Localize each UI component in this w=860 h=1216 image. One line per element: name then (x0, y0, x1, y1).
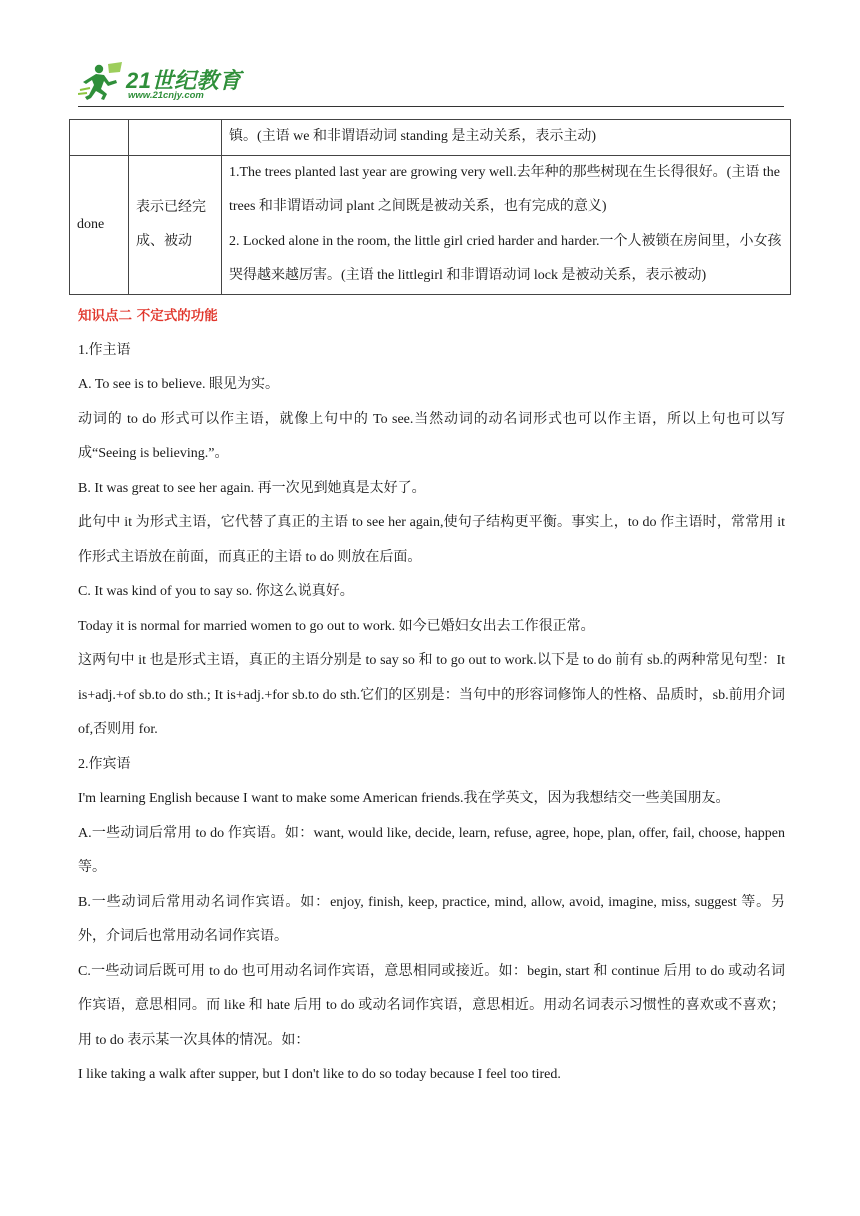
paragraph: C.一些动词后既可用 to do 也可用动名词作宾语，意思相同或接近。如：begin, start 和 continue 后用 to do 或动名词作宾语，意思相同。而 like 和 hate 后用 to do 或动名词作宾语，意思相近。用动名词表示习惯性的喜欢或不喜欢；用 to do 表示某一次具体的情况。如： (78, 963, 785, 1048)
paragraph: A.一些动词后常用 to do 作宾语。如：want, would like, decide, learn, refuse, agree, hope, plan, offer, fail, choose, happen 等。 (78, 825, 785, 875)
paragraph: Today it is normal for married women to go out to work. 如今已婚妇女出去工作很正常。 (78, 618, 595, 634)
paragraph: 1.作主语 (78, 342, 131, 358)
grammar-table (69, 119, 791, 295)
table-cell-meaning (129, 120, 222, 156)
page-header (78, 58, 784, 107)
paragraph: 动词的 to do 形式可以作主语，就像上句中的 To see.当然动词的动名词形式也可以作主语，所以上句也可以写成“Seeing is believing.”。 (78, 411, 785, 461)
paragraph: C. It was kind of you to say so. 你这么说真好。 (78, 584, 354, 599)
paragraph: B. It was great to see her again. 再一次见到她真是太好了。 (78, 480, 426, 496)
paragraph: I like taking a walk after supper, but I don't like to do so today because I feel too tired. (78, 1067, 561, 1082)
paragraph: A. To see is to believe. 眼见为实。 (78, 377, 279, 392)
runner-icon (78, 60, 124, 102)
table-cell-example (222, 155, 791, 294)
paragraph: 这两句中 it 也是形式主语，真正的主语分别是 to say so 和 to go out to work.以下是 to do 前有 sb.的两种常见句型：It is+adj.+of sb.to do sth.; It is+adj.+for sb.to do sth.它们的区别是：当句中的形容词修饰人的性格、品质时，sb.前用介词 of,否则用 for. (78, 653, 785, 737)
paragraph: I'm learning English because I want to make some American friends.我在学英文，因为我想结交一些美国朋友。 (78, 791, 730, 806)
table-cell-example (222, 120, 791, 156)
logo-url: www.21cnjy.com (128, 90, 204, 101)
paragraph: 此句中 it 为形式主语，它代替了真正的主语 to see her again,使句子结构更平衡。事实上，to do 作主语时，常常用 it 作形式主语放在前面，而真正的主语 to do 则放在后面。 (78, 515, 785, 565)
table-row (70, 155, 791, 294)
paragraph: B.一些动词后常用动名词作宾语。如：enjoy, finish, keep, practice, mind, allow, avoid, imagine, miss, suggest 等。另外，介词后也常用动名词作宾语。 (78, 894, 785, 944)
table-cell-form: done (70, 155, 129, 294)
section-heading: 知识点二 不定式的功能 (78, 308, 218, 324)
site-logo (78, 60, 258, 102)
example-line: 2. Locked alone in the room, the little girl cried harder and harder.一个人被锁在房间里，小女孩哭得越来越厉害。(主语 the littlegirl 和非谓语动词 lock 是被动关系，表示被动) (229, 233, 782, 283)
paragraph: 2.作宾语 (78, 756, 131, 772)
table-row (70, 120, 791, 156)
table-cell-form (70, 120, 129, 156)
logo-wordmark: 21世纪教育 (126, 68, 242, 93)
example-line: 镇。(主语 we 和非谓语动词 standing 是主动关系，表示主动) (229, 129, 597, 144)
document-body (78, 299, 785, 1093)
example-line: 1.The trees planted last year are growing very well.去年种的那些树现在生长得很好。(主语 the trees 和非谓语动词 plant 之间既是被动关系，也有完成的意义) (229, 164, 780, 214)
table-cell-meaning: 表示已经完成、被动 (129, 155, 222, 294)
